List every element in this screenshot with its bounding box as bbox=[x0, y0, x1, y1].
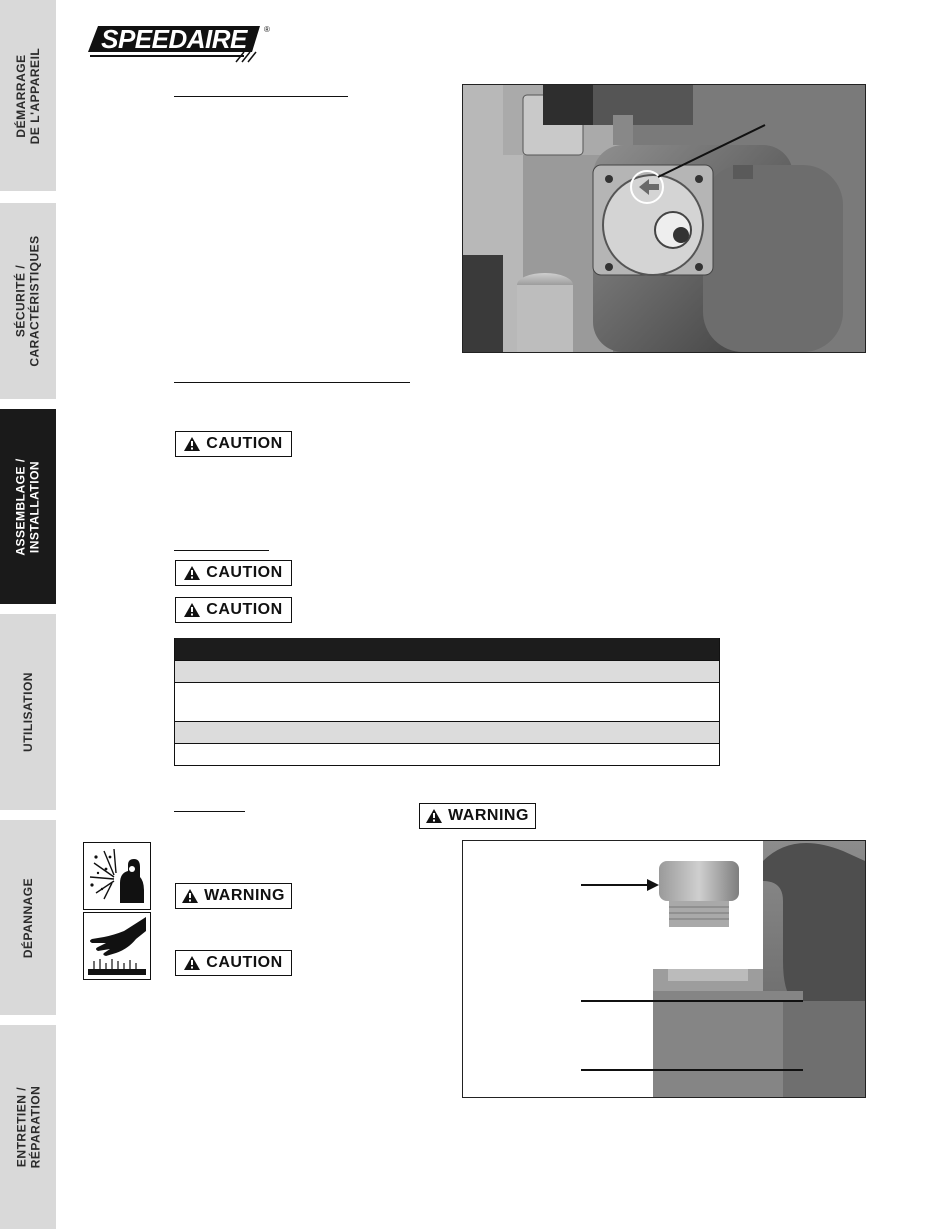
tab-securite-label: SÉCURITÉ / CARACTÉRISTIQUES bbox=[14, 235, 42, 367]
speedaire-logo bbox=[84, 22, 274, 64]
heading-rule-4 bbox=[174, 811, 245, 812]
heading-rule-1 bbox=[174, 96, 348, 97]
tab-securite[interactable] bbox=[0, 203, 56, 399]
pump-rotation-photo bbox=[462, 84, 866, 353]
hot-surface-hand-hazard-icon bbox=[83, 912, 151, 980]
tab-demarrage-label: DÉMARRAGE DE L'APPAREIL bbox=[14, 47, 43, 144]
tab-depannage-label: DÉPANNAGE bbox=[21, 877, 36, 958]
tab-assemblage[interactable] bbox=[0, 409, 56, 604]
caution-badge-4: CAUTION bbox=[175, 950, 292, 976]
warning-triangle-icon bbox=[426, 809, 442, 823]
tab-assemblage-label: ASSEMBLAGE / INSTALLATION bbox=[14, 457, 42, 556]
svg-text:®: ® bbox=[264, 25, 270, 34]
table-subheader-row bbox=[175, 721, 719, 743]
warning-badge-2: WARNING bbox=[175, 883, 292, 909]
warning-triangle-icon bbox=[184, 437, 200, 451]
table-row bbox=[175, 743, 719, 765]
tab-utilisation-label: UTILISATION bbox=[21, 672, 35, 752]
oil-specification-table bbox=[174, 638, 720, 766]
tab-utilisation[interactable] bbox=[0, 614, 56, 810]
oil-fill-cap-photo bbox=[462, 840, 866, 1098]
table-row bbox=[175, 682, 719, 721]
table-subheader-row bbox=[175, 660, 719, 682]
warning-badge-1: WARNING bbox=[419, 803, 536, 829]
tab-demarrage[interactable] bbox=[0, 0, 56, 191]
tab-entretien[interactable] bbox=[0, 1025, 56, 1229]
caution-badge-2: CAUTION bbox=[175, 560, 292, 586]
tab-entretien-label: ENTRETIEN / RÉPARATION bbox=[14, 1085, 42, 1169]
flying-debris-eye-hazard-icon bbox=[83, 842, 151, 910]
warning-triangle-icon bbox=[182, 889, 198, 903]
warning-triangle-icon bbox=[184, 956, 200, 970]
section-tab-strip bbox=[0, 0, 56, 1229]
heading-rule-3 bbox=[174, 550, 269, 551]
heading-rule-2 bbox=[174, 382, 410, 383]
warning-triangle-icon bbox=[184, 603, 200, 617]
tab-depannage[interactable] bbox=[0, 820, 56, 1015]
svg-text:SPEEDAIRE: SPEEDAIRE bbox=[101, 24, 247, 54]
caution-badge-3: CAUTION bbox=[175, 597, 292, 623]
table-header-row bbox=[175, 638, 719, 660]
warning-triangle-icon bbox=[184, 566, 200, 580]
caution-badge-1: CAUTION bbox=[175, 431, 292, 457]
